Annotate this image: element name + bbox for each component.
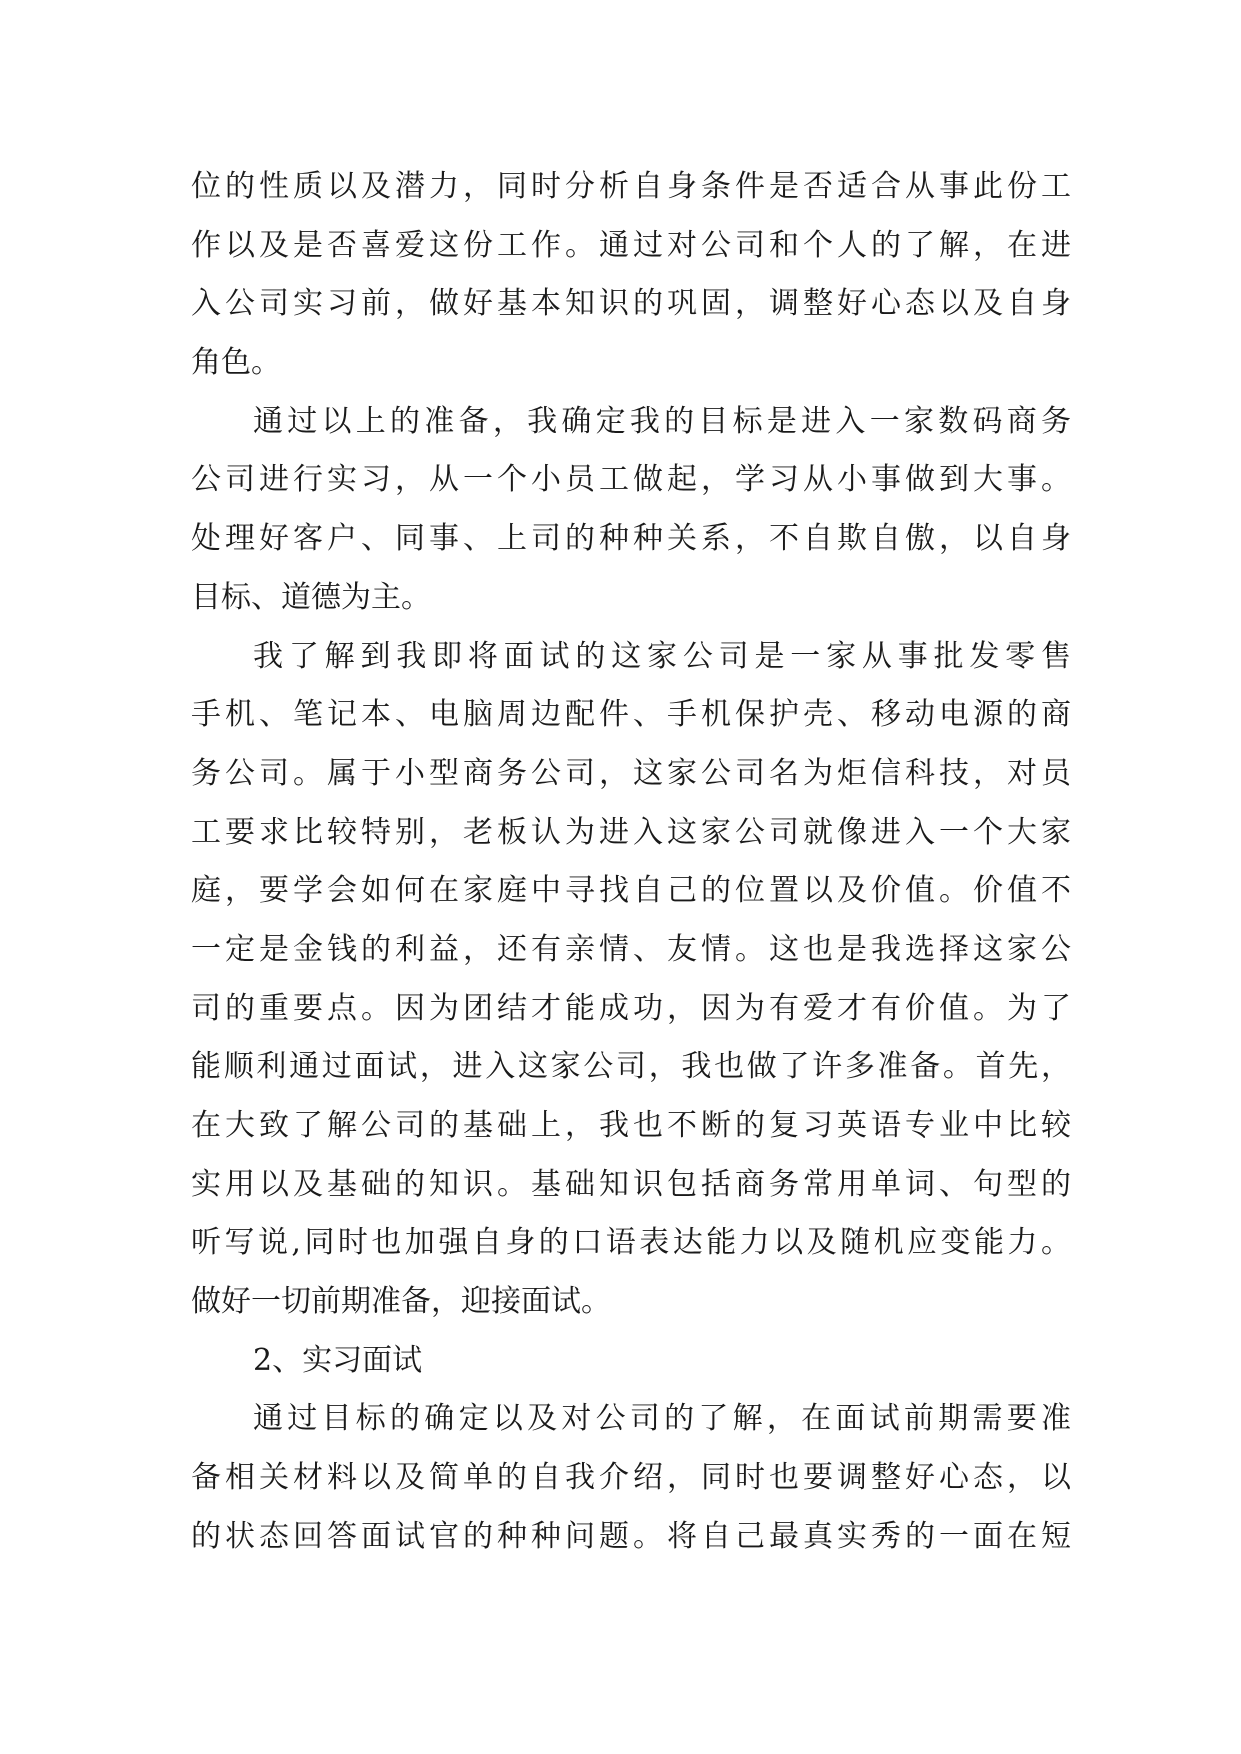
text-line: 我了解到我即将面试的这家公司是一家从事批发零售 bbox=[253, 638, 1071, 674]
text-line: 作以及是否喜爱这份工作。通过对公司和个人的了解，在进 bbox=[191, 227, 1071, 263]
text-line: 通过目标的确定以及对公司的了解，在面试前期需要准 bbox=[253, 1401, 1071, 1437]
text-line: 能顺利通过面试，进入这家公司，我也做了许多准备。首先， bbox=[191, 1049, 1071, 1085]
text-line: 听写说,同时也加强自身的口语表达能力以及随机应变能力。 bbox=[191, 1225, 1071, 1261]
text-line: 的状态回答面试官的种种问题。将自己最真实秀的一面在短 bbox=[191, 1518, 1071, 1554]
document-text-body bbox=[191, 158, 1071, 1567]
text-line: 工要求比较特别，老板认为进入这家公司就像进入一个大家 bbox=[191, 814, 1071, 850]
text-line: 入公司实习前，做好基本知识的巩固，调整好心态以及自身 bbox=[191, 286, 1071, 322]
text-line: 备相关材料以及简单的自我介绍，同时也要调整好心态，以 bbox=[191, 1460, 1071, 1496]
text-line: 角色。 bbox=[191, 345, 281, 381]
text-line: 在大致了解公司的基础上，我也不断的复习英语专业中比较 bbox=[191, 1108, 1071, 1143]
text-line: 司的重要点。因为团结才能成功，因为有爱才有价值。为了 bbox=[191, 990, 1071, 1026]
text-line: 公司进行实习，从一个小员工做起，学习从小事做到大事。 bbox=[191, 462, 1071, 498]
text-line: 处理好客户、同事、上司的种种关系，不自欺自傲，以自身 bbox=[191, 521, 1071, 557]
text-line: 实用以及基础的知识。基础知识包括商务常用单词、句型的 bbox=[191, 1166, 1071, 1202]
text-line: 通过以上的准备，我确定我的目标是进入一家数码商务 bbox=[253, 403, 1071, 439]
text-line: 2、实习面试 bbox=[253, 1342, 423, 1378]
text-line: 手机、笔记本、电脑周边配件、手机保护壳、移动电源的商 bbox=[191, 697, 1071, 733]
text-line: 目标、道德为主。 bbox=[191, 579, 431, 615]
text-line: 做好一切前期准备，迎接面试。 bbox=[191, 1284, 611, 1320]
text-line: 位的性质以及潜力，同时分析自身条件是否适合从事此份工 bbox=[191, 169, 1071, 204]
text-line: 务公司。属于小型商务公司，这家公司名为炬信科技，对员 bbox=[191, 755, 1071, 791]
text-line: 庭，要学会如何在家庭中寻找自己的位置以及价值。价值不 bbox=[191, 873, 1071, 909]
text-line: 一定是金钱的利益，还有亲情、友情。这也是我选择这家公 bbox=[191, 931, 1071, 967]
